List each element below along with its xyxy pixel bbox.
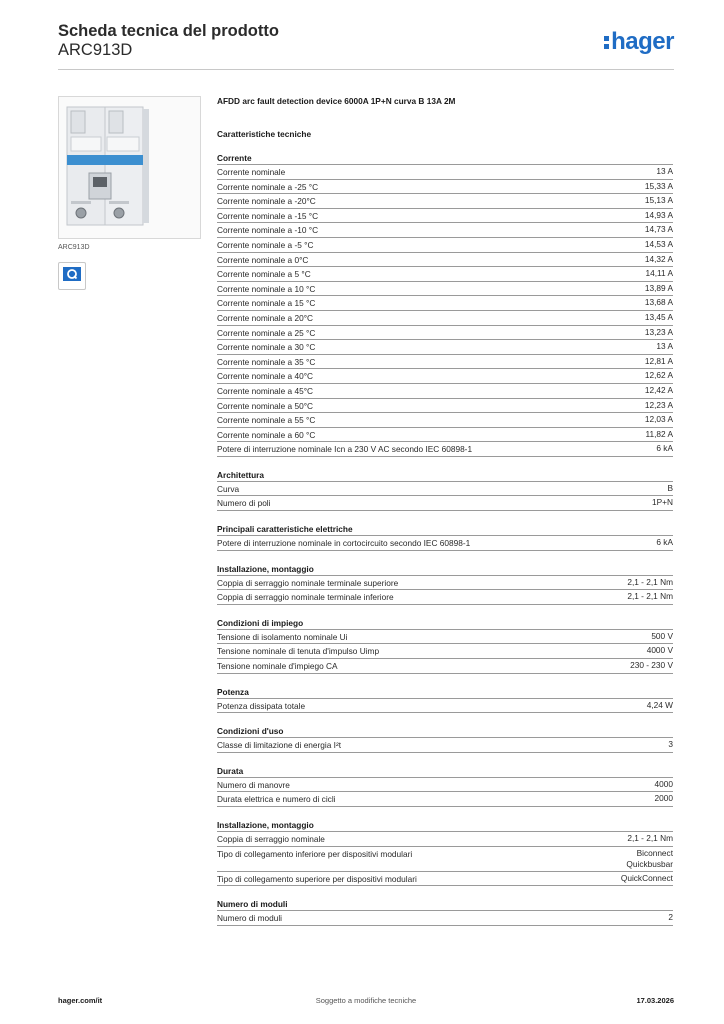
spec-value: 2,1 - 2,1 Nm xyxy=(627,591,673,602)
spec-group xyxy=(217,617,673,674)
spec-label: Corrente nominale a -25 °C xyxy=(217,181,319,192)
spec-label: Tensione nominale d'impiego CA xyxy=(217,661,338,672)
spec-group xyxy=(217,819,673,886)
document-title: Scheda tecnica del prodotto xyxy=(58,22,279,40)
spec-label: Corrente nominale a -20°C xyxy=(217,196,316,207)
spec-value: 15,33 A xyxy=(644,180,673,191)
footer-website[interactable]: hager.com/it xyxy=(58,996,103,1005)
spec-value: Biconnect Quickbusbar xyxy=(626,847,673,870)
spec-row xyxy=(217,267,673,282)
footer-date: 17.03.2026 xyxy=(636,996,674,1005)
spec-row xyxy=(217,832,673,847)
spec-label: Potere di interruzione nominale Icn a 230 V AC secondo IEC 60898-1 xyxy=(217,444,473,455)
spec-value: 4000 V xyxy=(646,645,673,656)
page-header xyxy=(58,20,674,70)
spec-value: 2,1 - 2,1 Nm xyxy=(627,833,673,843)
spec-group xyxy=(217,469,673,511)
footer-note: Soggetto a modifiche tecniche xyxy=(315,996,417,1005)
spec-label: Corrente nominale a 0°C xyxy=(217,254,309,265)
quickfinder-icon[interactable] xyxy=(58,262,86,290)
group-title: Corrente xyxy=(217,152,673,165)
spec-value: 14,53 A xyxy=(644,238,673,249)
spec-row xyxy=(217,630,673,645)
q-logo-icon xyxy=(63,267,81,285)
spec-label: Corrente nominale a 20°C xyxy=(217,312,314,323)
spec-value: 2000 xyxy=(654,793,673,804)
spec-content xyxy=(217,94,673,926)
spec-label: Coppia di serraggio nominale terminale inferiore xyxy=(217,592,394,603)
spec-row xyxy=(217,496,673,511)
spec-row xyxy=(217,699,673,714)
group-title: Numero di moduli xyxy=(217,898,673,911)
spec-value: 3 xyxy=(668,739,673,750)
spec-label: Corrente nominale a 40°C xyxy=(217,371,314,382)
spec-group xyxy=(217,563,673,605)
spec-label: Corrente nominale a 45°C xyxy=(217,385,314,396)
spec-label: Durata elettrica e numero di cicli xyxy=(217,794,336,805)
spec-label: Corrente nominale a -15 °C xyxy=(217,210,319,221)
spec-row xyxy=(217,872,673,887)
spec-value: 14,73 A xyxy=(644,224,673,235)
spec-row xyxy=(217,209,673,224)
spec-label: Numero di poli xyxy=(217,498,271,509)
spec-value: 12,62 A xyxy=(644,370,673,381)
group-title: Condizioni d'uso xyxy=(217,725,673,738)
spec-group xyxy=(217,152,673,457)
spec-value: 2 xyxy=(668,912,673,923)
spec-value: 12,81 A xyxy=(644,355,673,366)
spec-value: 14,93 A xyxy=(644,209,673,220)
spec-group xyxy=(217,523,673,551)
spec-value: 12,42 A xyxy=(644,384,673,395)
spec-row xyxy=(217,223,673,238)
spec-value: 13 A xyxy=(656,341,673,352)
spec-label: Coppia di serraggio nominale xyxy=(217,834,325,844)
group-title: Condizioni di impiego xyxy=(217,617,673,630)
spec-label: Corrente nominale a 15 °C xyxy=(217,298,316,309)
spec-label: Potenza dissipata totale xyxy=(217,700,306,711)
spec-group xyxy=(217,725,673,753)
spec-row xyxy=(217,659,673,674)
spec-value: 13,45 A xyxy=(644,311,673,322)
hager-logo xyxy=(604,24,674,60)
spec-label: Tipo di collegamento superiore per dispositivi modulari xyxy=(217,873,417,884)
spec-value: 14,11 A xyxy=(645,268,673,279)
spec-label: Corrente nominale a 30 °C xyxy=(217,342,316,353)
spec-value: QuickConnect xyxy=(620,872,673,883)
spec-label: Corrente nominale a -10 °C xyxy=(217,225,319,236)
spec-row xyxy=(217,778,673,793)
group-title: Installazione, montaggio xyxy=(217,819,673,832)
spec-row xyxy=(217,282,673,297)
spec-row xyxy=(217,369,673,384)
section-title: Caratteristiche tecniche xyxy=(217,129,312,139)
spec-label: Corrente nominale a 10 °C xyxy=(217,283,316,294)
spec-value: B xyxy=(667,482,673,493)
spec-row xyxy=(217,644,673,659)
spec-value: 12,23 A xyxy=(644,399,673,410)
spec-groups xyxy=(217,152,673,926)
spec-value: 500 V xyxy=(651,630,673,641)
spec-row xyxy=(217,165,673,180)
spec-row xyxy=(217,180,673,195)
spec-label: Corrente nominale a 25 °C xyxy=(217,327,316,338)
spec-label: Tipo di collegamento inferiore per dispositivi modulari xyxy=(217,848,413,859)
spec-label: Tensione di isolamento nominale Ui xyxy=(217,631,348,642)
logo-dots-icon xyxy=(604,36,609,49)
spec-row xyxy=(217,911,673,926)
spec-group xyxy=(217,765,673,807)
device-illustration xyxy=(59,97,201,239)
spec-value: 1P+N xyxy=(652,497,673,508)
spec-value: 4,24 W xyxy=(646,699,673,710)
spec-label: Numero di manovre xyxy=(217,779,290,790)
image-caption: ARC913D xyxy=(58,244,90,251)
group-title: Potenza xyxy=(217,686,673,699)
product-description: AFDD arc fault detection device 6000A 1P+N curva B 13A 2M xyxy=(217,96,456,106)
spec-row xyxy=(217,340,673,355)
group-title: Durata xyxy=(217,765,673,778)
spec-value: 6 kA xyxy=(656,537,673,548)
spec-value: 15,13 A xyxy=(644,195,673,206)
spec-row xyxy=(217,576,673,591)
spec-label: Coppia di serraggio nominale terminale superiore xyxy=(217,577,399,588)
spec-label: Numero di moduli xyxy=(217,913,283,924)
spec-row xyxy=(217,311,673,326)
spec-row xyxy=(217,428,673,443)
spec-row xyxy=(217,194,673,209)
spec-row xyxy=(217,355,673,370)
spec-value: 13,23 A xyxy=(644,326,673,337)
spec-row xyxy=(217,847,673,872)
spec-value: 230 - 230 V xyxy=(630,660,673,671)
spec-row xyxy=(217,536,673,551)
spec-value: 13,89 A xyxy=(644,282,673,293)
spec-value: 2,1 - 2,1 Nm xyxy=(627,576,673,587)
spec-value: 6 kA xyxy=(656,443,673,454)
spec-row xyxy=(217,482,673,497)
spec-label: Corrente nominale xyxy=(217,167,286,177)
logo-text: hager xyxy=(611,28,674,55)
page-footer xyxy=(58,996,674,1010)
spec-label: Tensione nominale di tenuta d'impulso Uimp xyxy=(217,646,380,657)
group-title: Architettura xyxy=(217,469,673,482)
spec-label: Corrente nominale a -5 °C xyxy=(217,239,314,250)
spec-label: Corrente nominale a 50°C xyxy=(217,400,314,411)
product-code: ARC913D xyxy=(58,41,133,59)
spec-row xyxy=(217,442,673,457)
spec-value: 11,82 A xyxy=(645,428,673,439)
spec-row xyxy=(217,399,673,414)
spec-row xyxy=(217,413,673,428)
spec-row xyxy=(217,253,673,268)
spec-label: Corrente nominale a 60 °C xyxy=(217,429,316,440)
spec-label: Classe di limitazione di energia I²t xyxy=(217,740,342,751)
spec-row xyxy=(217,238,673,253)
spec-label: Corrente nominale a 5 °C xyxy=(217,269,311,280)
spec-value: 13,68 A xyxy=(644,297,673,308)
group-title: Installazione, montaggio xyxy=(217,563,673,576)
spec-value: 4000 xyxy=(654,778,673,789)
spec-value: 12,03 A xyxy=(644,414,673,425)
spec-row xyxy=(217,738,673,753)
spec-group xyxy=(217,898,673,926)
spec-row xyxy=(217,384,673,399)
spec-row xyxy=(217,792,673,807)
spec-label: Corrente nominale a 35 °C xyxy=(217,356,316,367)
group-title: Principali caratteristiche elettriche xyxy=(217,523,673,536)
spec-row xyxy=(217,326,673,341)
spec-label: Corrente nominale a 55 °C xyxy=(217,415,316,426)
spec-label: Potere di interruzione nominale in cortocircuito secondo IEC 60898-1 xyxy=(217,538,471,549)
spec-row xyxy=(217,590,673,605)
spec-value: 14,32 A xyxy=(644,253,673,264)
spec-label: Curva xyxy=(217,483,240,494)
spec-row xyxy=(217,296,673,311)
spec-group xyxy=(217,686,673,714)
product-image xyxy=(58,96,201,239)
spec-value: 13 A xyxy=(656,166,673,176)
